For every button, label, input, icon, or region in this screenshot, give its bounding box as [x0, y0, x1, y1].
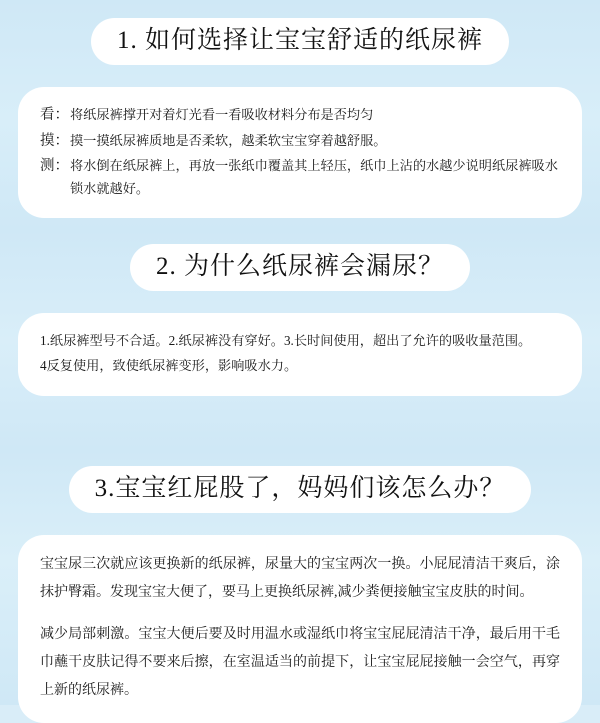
heading-wrapper-3	[0, 466, 600, 513]
section-content-card-2	[18, 313, 582, 396]
tip-row-look	[40, 103, 560, 128]
tip-text-look: 将纸尿裤撑开对着灯光看一看吸收材料分布是否均匀	[70, 107, 374, 123]
leak-reason-line-1: 1.纸尿裤型号不合适。2.纸尿裤没有穿好。3.长时间使用，超出了允许的吸收量范围。	[40, 333, 532, 349]
section-heading-3: 3.宝宝红屁股了，妈妈们该怎么办？	[69, 466, 532, 513]
section-content-card-1	[18, 87, 582, 218]
tip-text-touch: 摸一摸纸尿裤质地是否柔软，越柔软宝宝穿着越舒服。	[70, 132, 387, 148]
tip-row-test	[40, 154, 560, 200]
section-heading-1: 1. 如何选择让宝宝舒适的纸尿裤	[91, 18, 509, 65]
section-heading-2: 2. 为什么纸尿裤会漏尿？	[130, 244, 470, 291]
rash-advice-paragraph-1: 宝宝尿三次就应该更换新的纸尿裤，尿量大的宝宝两次一换。小屁屁清洁干爽后，涂抹护臀霜。发现宝宝大便了，要马上更换纸尿裤,减少粪便接触宝宝皮肤的时间。	[40, 557, 560, 601]
heading-wrapper-1	[0, 18, 600, 65]
section-choose-diaper	[0, 18, 600, 218]
tip-row-touch	[40, 129, 560, 154]
section-diaper-rash	[0, 466, 600, 723]
tip-label-look: 看：	[40, 107, 69, 124]
section-leak-reasons	[0, 244, 600, 396]
rash-advice-paragraph-2: 减少局部刺激。宝宝大便后要及时用温水或湿纸巾将宝宝屁屁清洁干净，最后用干毛巾蘸干皮肤记得不要来后擦，在室温适当的前提下，让宝宝屁屁接触一会空气，再穿上新的纸尿裤。	[40, 627, 560, 699]
tip-label-test: 测：	[40, 158, 69, 174]
tip-text-test: 将水倒在纸尿裤上，再放一张纸巾覆盖其上轻压，纸巾上沾的水越少说明纸尿裤吸水锁水就越好。	[70, 158, 558, 197]
section-content-card-3	[18, 535, 582, 723]
tip-label-touch: 摸：	[40, 132, 69, 149]
leak-reason-line-2: 4反复使用，致使纸尿裤变形，影响吸水力。	[40, 357, 298, 373]
heading-wrapper-2	[0, 244, 600, 291]
